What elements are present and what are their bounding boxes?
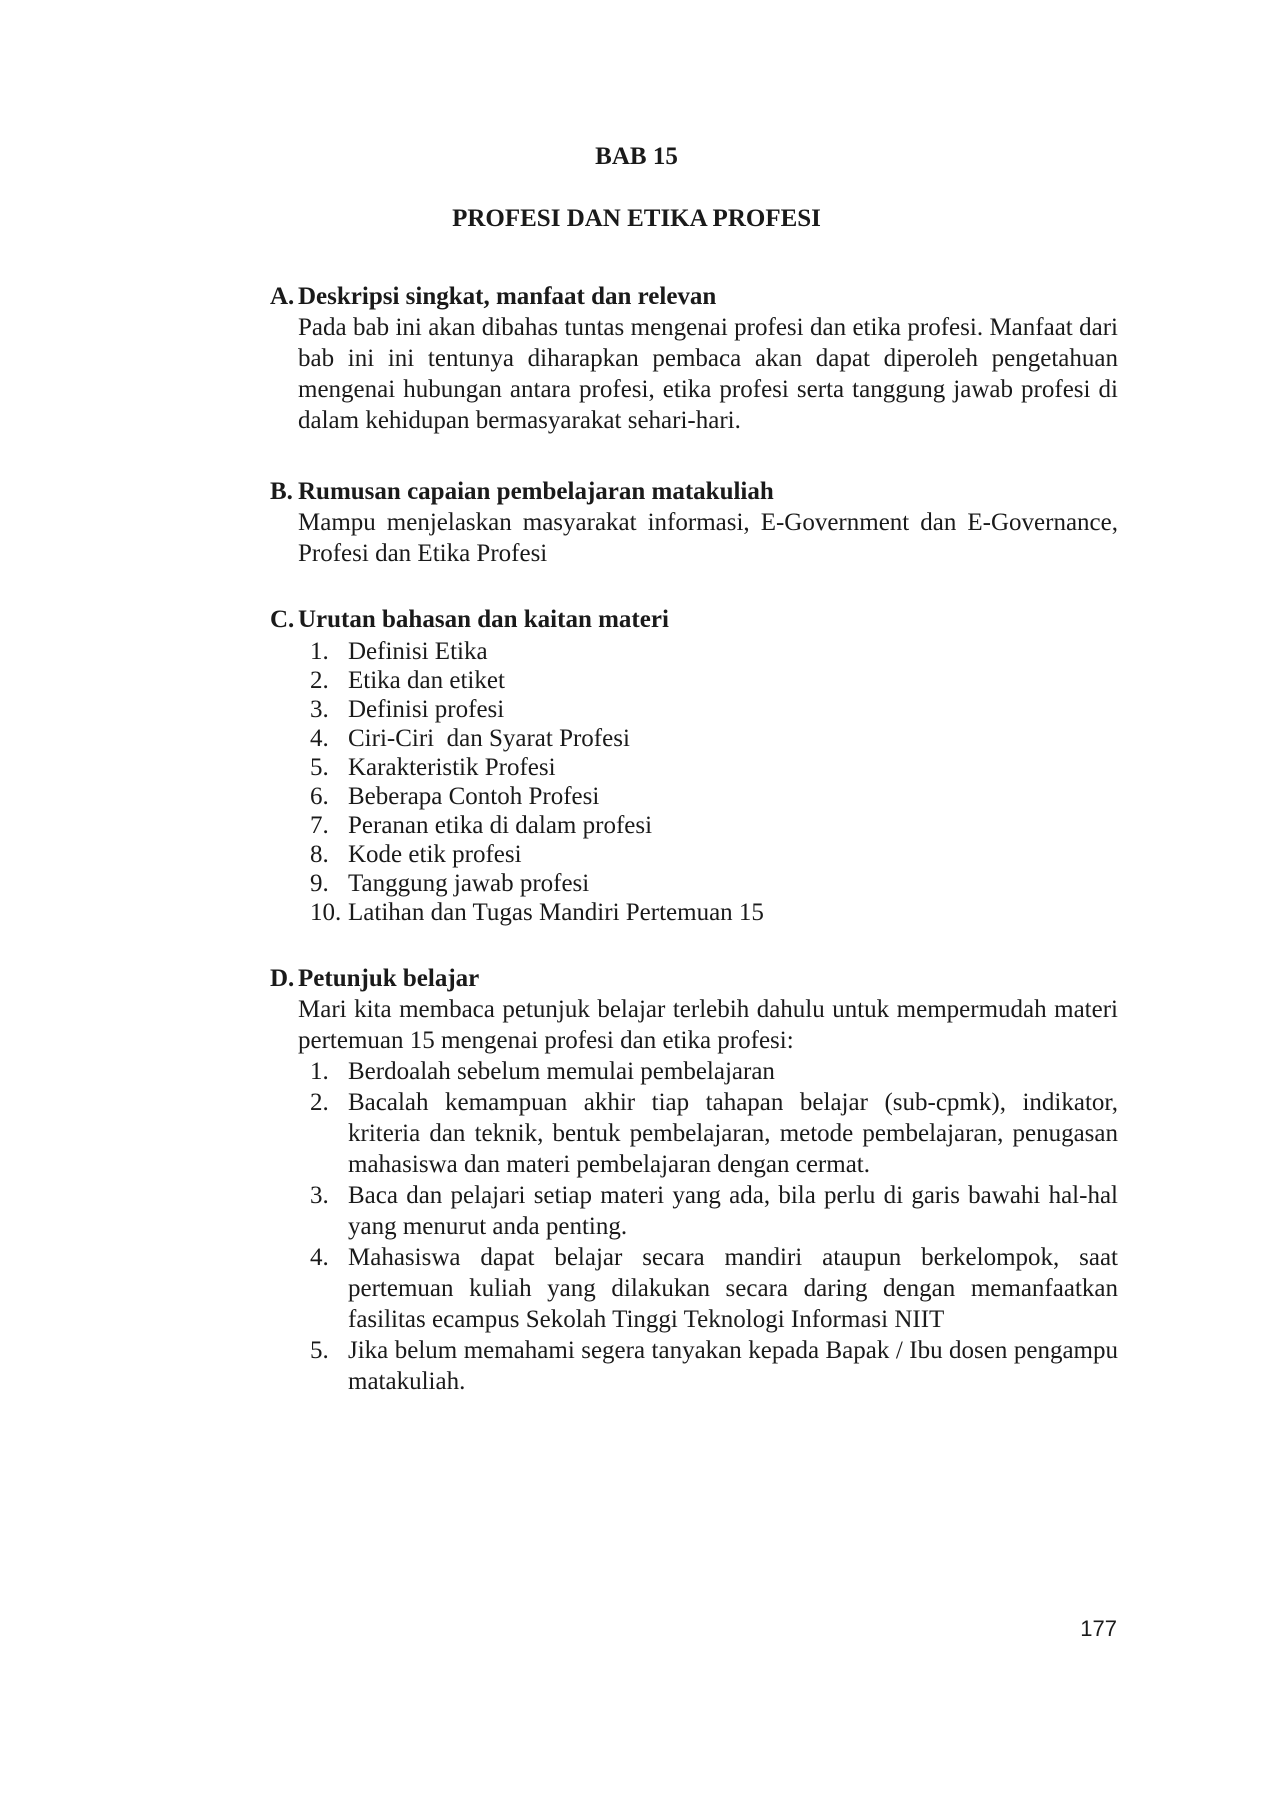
topic-list [310,637,1118,927]
list-item-text: Peranan etika di dalam profesi [348,812,653,839]
chapter-title: BAB 15 [595,143,678,170]
section-c-heading-text: Urutan bahasan dan kaitan materi [298,606,669,633]
list-item-text: Etika dan etiket [348,667,505,694]
list-item-number: 7. [310,812,329,839]
list-item-text: Beberapa Contoh Profesi [348,783,600,810]
list-item-text: Kode etik profesi [348,841,522,868]
list-item [310,811,1118,840]
list-item-text: Ciri-Ciri dan Syarat Profesi [348,725,630,752]
list-item [310,753,1118,782]
instruction-list [310,1056,1118,1397]
list-item [310,724,1118,753]
list-item-text: Mahasiswa dapat belajar secara mandiri ataupun berkelompok, saat pertemuan kuliah yang dilakukan secara daring dengan memanfaatkan fasilitas ecampus Sekolah Tinggi Teknologi Informasi NIIT [348,1244,1118,1333]
list-item [310,1180,1118,1242]
list-item-text: Karakteristik Profesi [348,754,556,781]
list-item-text: Berdoalah sebelum memulai pembelajaran [348,1058,775,1085]
list-item-text: Definisi profesi [348,696,505,723]
list-item-number: 3. [310,696,329,723]
page-number: 177 [1080,1616,1117,1641]
list-item-number: 4. [310,1244,329,1271]
page-content [155,0,1118,1397]
list-item [310,869,1118,898]
section-c-heading [270,604,1118,635]
list-item-number: 2. [310,1089,329,1116]
list-item-text: Tanggung jawab profesi [348,870,590,897]
list-item-text: Jika belum memahami segera tanyakan kepada Bapak / Ibu dosen pengampu matakuliah. [348,1337,1118,1395]
section-d-heading-text: Petunjuk belajar [298,965,480,992]
section-d-intro: Mari kita membaca petunjuk belajar terlebih dahulu untuk mempermudah materi pertemuan 15 mengenai profesi dan etika profesi: [298,996,1118,1054]
list-item-number: 2. [310,667,329,694]
section-a-letter: A. [270,283,295,310]
list-item-number: 6. [310,783,329,810]
section-b-letter: B. [270,478,293,505]
section-d [270,963,1118,1397]
section-a [270,281,1118,436]
list-item-text: Bacalah kemampuan akhir tiap tahapan belajar (sub-cpmk), indikator, kriteria dan teknik, bentuk pembelajaran, metode pembelajaran, penugasan mahasiswa dan materi pembelajaran dengan cermat. [348,1089,1118,1178]
section-b [270,476,1118,569]
list-item [310,840,1118,869]
list-item-text: Baca dan pelajari setiap materi yang ada, bila perlu di garis bawahi hal-hal yang menurut anda penting. [348,1182,1118,1240]
chapter-subtitle: PROFESI DAN ETIKA PROFESI [452,205,821,232]
list-item-number: 1. [310,638,329,665]
list-item-text: Definisi Etika [348,638,488,665]
list-item [310,1335,1118,1397]
list-item [310,782,1118,811]
list-item [310,1087,1118,1180]
section-b-heading-text: Rumusan capaian pembelajaran matakuliah [298,478,774,505]
list-item-number: 5. [310,1337,329,1364]
list-item-number: 8. [310,841,329,868]
list-item [310,666,1118,695]
list-item [310,1242,1118,1335]
list-item-number: 5. [310,754,329,781]
list-item [310,695,1118,724]
list-item-text: Latihan dan Tugas Mandiri Pertemuan 15 [348,899,764,926]
section-c-letter: C. [270,606,295,633]
section-b-heading [270,476,1118,507]
list-item-number: 10. [310,899,342,926]
section-a-paragraph: Pada bab ini akan dibahas tuntas mengenai profesi dan etika profesi. Manfaat dari bab ini ini tentunya diharapkan pembaca akan dapat diperoleh pengetahuan mengenai hubungan antara profesi, etika profesi serta tanggung jawab profesi di dalam kehidupan bermasyarakat sehari-hari. [298,314,1118,434]
list-item [310,637,1118,666]
list-item [310,1056,1118,1087]
list-item-number: 9. [310,870,329,897]
list-item-number: 1. [310,1058,329,1085]
section-b-paragraph: Mampu menjelaskan masyarakat informasi, E-Government dan E-Governance, Profesi dan Etika Profesi [298,509,1118,567]
section-c [270,604,1118,927]
list-item [310,898,1118,927]
list-item-number: 3. [310,1182,329,1209]
list-item-number: 4. [310,725,329,752]
section-d-letter: D. [270,965,295,992]
section-d-heading [270,963,1118,994]
section-a-heading [270,281,1118,312]
section-a-heading-text: Deskripsi singkat, manfaat dan relevan [298,283,717,310]
